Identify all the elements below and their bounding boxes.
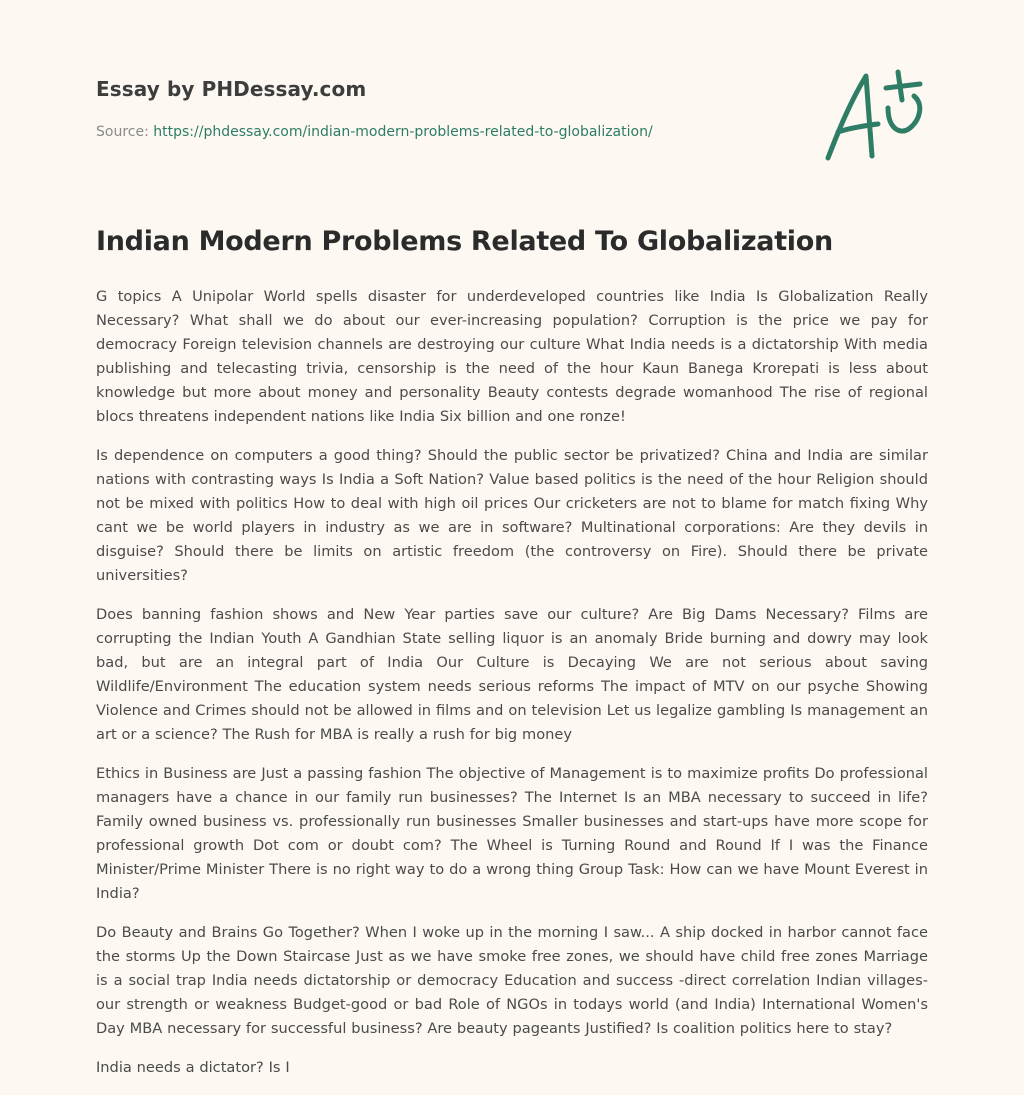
essay-title: Indian Modern Problems Related To Globalization: [96, 226, 833, 257]
letter-a-stroke: [828, 76, 872, 158]
site-brand: Essay by PHDessay.com: [96, 77, 367, 101]
essay-paragraph-truncated: India needs a dictator? Is I: [96, 1059, 290, 1076]
a-plus-grade-logo-icon: [822, 66, 926, 164]
source-line: [96, 124, 653, 140]
essay-paragraph: Ethics in Business are Just a passing fashion The objective of Management is to maximize profits Do professional managers have a chance in our family run businesses? The Internet Is an MBA necessary to succeed in life? Family owned business vs. professionally run businesses Smaller businesses and start-ups have more scope for professional growth Dot com or doubt com? The Wheel is Turning Round and Round If I was the Finance Minister/Prime Minister There is no right way to do a wrong thing Group Task: How can we have Mount Everest in India?: [96, 765, 928, 902]
essay-paragraph: Is dependence on computers a good thing? Should the public sector be privatized? China and India are similar nations with contrasting ways Is India a Soft Nation? Value based politics is the need of the hour Religion should not be mixed with politics How to deal with high oil prices Our cricketers are not to blame for match fixing Why cant we be world players in industry as we are in software? Multinational corporations: Are they devils in disguise? Should there be limits on artistic freedom (the controversy on Fire). Should there be private universities?: [96, 447, 928, 584]
source-link[interactable]: https://phdessay.com/indian-modern-problems-related-to-globalization/: [153, 124, 653, 140]
source-label: Source:: [96, 124, 149, 140]
plus-horizontal: [886, 84, 920, 88]
essay-paragraph: Do Beauty and Brains Go Together? When I woke up in the morning I saw... A ship docked in harbor cannot face the storms Up the Down Staircase Just as we have smoke free zones, we should have child free zones Marriage is a social trap India needs dictatorship or democracy Education and success -direct correlation Indian villages-our strength or weakness Budget-good or bad Role of NGOs in todays world (and India) International Women's Day MBA necessary for successful business? Are beauty pageants Justified? Is coalition politics here to stay?: [96, 924, 928, 1037]
essay-paragraph: G topics A Unipolar World spells disaster for underdeveloped countries like India Is Globalization Really Necessary? What shall we do about our ever-increasing population? Corruption is the price we pay for democracy Foreign television channels are destroying our culture What India needs is a dictatorship With media publishing and telecasting trivia, censorship is the need of the hour Kaun Banega Krorepati is less about knowledge but more about money and personality Beauty contests degrade womanhood The rise of regional blocs threatens independent nations like India Six billion and one ronze!: [96, 288, 928, 425]
essay-body: [96, 285, 928, 1095]
essay-paragraph: Does banning fashion shows and New Year parties save our culture? Are Big Dams Necessary? Films are corrupting the Indian Youth A Gandhian State selling liquor is an anomaly Bride burning and dowry may look bad, but are an integral part of India Our Culture is Decaying We are not serious about saving Wildlife/Environment The education system needs serious reforms The impact of MTV on our psyche Showing Violence and Crimes should not be allowed in films and on television Let us legalize gambling Is management an art or a science? The Rush for MBA is really a rush for big money: [96, 606, 928, 743]
